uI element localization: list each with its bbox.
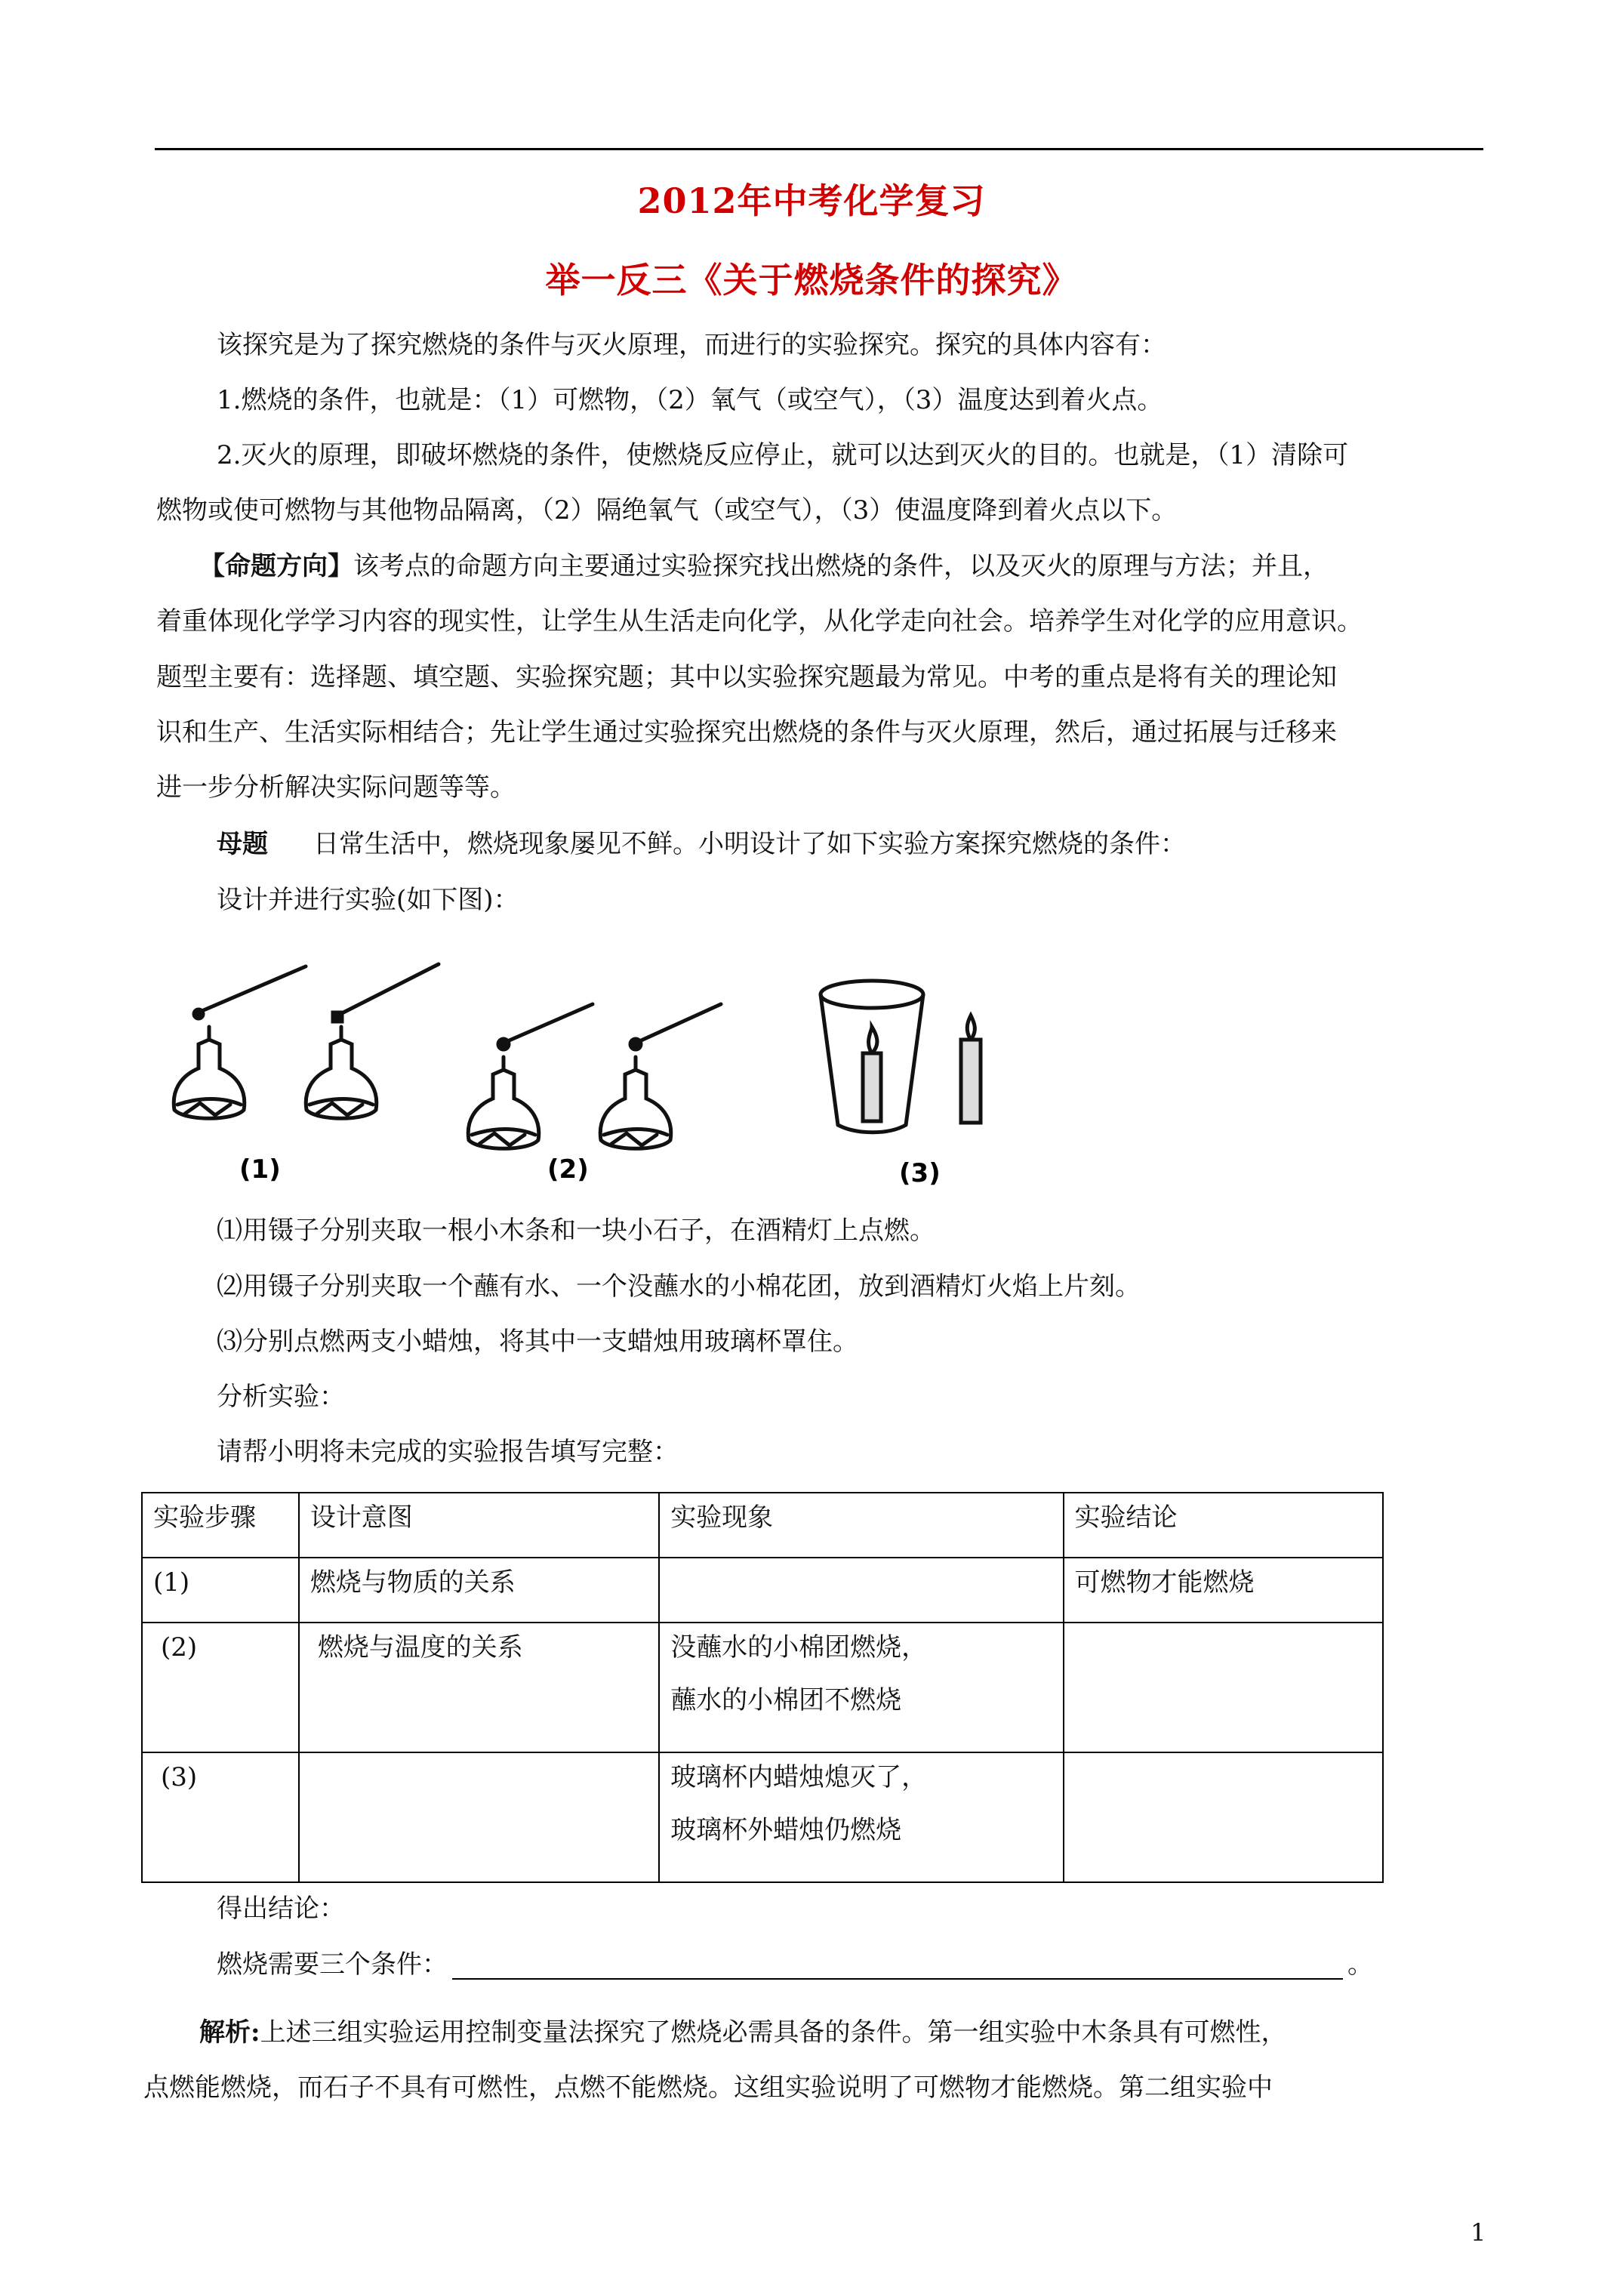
table-header: 实验现象 [659,1493,1063,1558]
table-row [142,1623,1383,1752]
table-header: 设计意图 [299,1493,659,1558]
figure-label-1: (1) [239,1154,281,1185]
direction-line-5: 进一步分析解决实际问题等等。 [156,772,516,803]
experiment-figure [155,955,1008,1193]
analysis-line-2: 点燃能燃烧，而石子不具有可燃性，点燃不能燃烧。这组实验说明了可燃物才能燃烧。第二组实验中 [143,2073,1273,2103]
tweezers-icon [506,1004,593,1042]
table-cell-line: 蘸水的小棉团不燃烧 [670,1685,902,1715]
problem-label: 母题 [217,829,268,859]
direction-line-2: 着重体现化学学习内容的现实性，让学生从生活走向化学，从化学走向社会。培养学生对化学的应用意识。 [156,606,1363,636]
table-cell: (1) [142,1558,299,1623]
analysis-text: 上述三组实验运用控制变量法探究了燃烧必需具备的条件。第一组实验中木条具有可燃性， [260,2017,1287,2048]
table-header: 实验步骤 [142,1493,299,1558]
table-cell: 燃烧与物质的关系 [299,1558,659,1623]
table-cell: 可燃物才能燃烧 [1064,1558,1383,1623]
intro-item-2b: 燃物或使可燃物与其他物品隔离，（2）隔绝氧气（或空气），（3）使温度降到着火点以下。 [156,495,1178,525]
table-cell [659,1752,1063,1882]
table-cell [659,1623,1063,1752]
document-subtitle: 举一反三《关于燃烧条件的探究》 [545,260,1078,300]
tweezers-icon [200,966,306,1012]
intro-item-2a: 2.灭火的原理，即破坏燃烧的条件，使燃烧反应停止，就可以达到灭火的目的。也就是，（1）清除可 [217,440,1349,470]
table-cell: (3) [142,1752,299,1882]
page-number: 1 [1471,2218,1486,2247]
step-2: ⑵用镊子分别夹取一个蘸有水、一个没蘸水的小棉花团，放到酒精灯火焰上片刻。 [217,1271,1141,1302]
table-row [142,1752,1383,1882]
alcohol-lamp-icon [468,1057,539,1148]
step-1: ⑴用镊子分别夹取一根小木条和一块小石子，在酒精灯上点燃。 [217,1216,935,1246]
step-3: ⑶分别点燃两支小蜡烛，将其中一支蜡烛用玻璃杯罩住。 [217,1327,858,1357]
conclusion-label: 得出结论： [217,1894,345,1924]
intro-line: 该探究是为了探究燃烧的条件与灭火原理，而进行的实验探究。探究的具体内容有： [217,330,1166,360]
figure-label-2: (2) [547,1154,589,1185]
table-cell: 燃烧与温度的关系 [299,1623,659,1752]
table-cell [659,1558,1063,1623]
direction-line-1 [199,551,1329,581]
direction-text: 该考点的命题方向主要通过实验探究找出燃烧的条件，以及灭火的原理与方法；并且， [353,551,1329,581]
direction-line-3: 题型主要有：选择题、填空题、实验探究题；其中以实验探究题最为常见。中考的重点是将有关的理论知 [156,662,1337,692]
ask-line: 请帮小明将未完成的实验报告填写完整： [217,1437,679,1467]
table-cell-line: 玻璃杯外蜡烛仍燃烧 [670,1815,902,1845]
alcohol-lamp-icon [174,1027,245,1118]
table-header-row [142,1493,1383,1558]
experiment-report-table [141,1492,1384,1883]
table-row [142,1558,1383,1623]
analyze-line: 分析实验： [217,1382,345,1412]
analysis-line-1 [199,2017,1287,2048]
problem-text: 日常生活中，燃烧现象屡见不鲜。小明设计了如下实验方案探究燃烧的条件： [313,829,1186,859]
conclusion-prompt: 燃烧需要三个条件： [217,1949,448,1980]
intro-item-1: 1.燃烧的条件，也就是：（1）可燃物，（2）氧气（或空气），（3）温度达到着火点。 [217,385,1163,415]
problem-line [217,829,1186,859]
conclusion-line [217,1949,1373,1980]
table-cell-line: 玻璃杯内蜡烛熄灭了， [670,1762,928,1792]
document-title: 2012年中考化学复习 [637,180,986,221]
direction-label: 【命题方向】 [199,551,353,581]
analysis-label: 解析: [199,2017,260,2048]
figure-label-3: (3) [899,1158,941,1188]
table-cell: (2) [142,1623,299,1752]
candle-icon [961,1015,981,1123]
tweezers-icon [337,964,439,1015]
table-cell-line: 没蘸水的小棉团燃烧， [670,1632,928,1663]
table-cell [1064,1623,1383,1752]
tweezers-icon [638,1004,721,1042]
answer-blank[interactable] [452,1952,1343,1980]
conclusion-end: 。 [1347,1949,1373,1980]
alcohol-lamp-icon [306,1027,377,1118]
alcohol-lamp-icon [600,1057,671,1148]
table-cell [299,1752,659,1882]
glass-cup-icon [821,981,923,1133]
direction-line-4: 识和生产、生活实际相结合；先让学生通过实验探究出燃烧的条件与灭火原理，然后，通过拓展与迁移来 [156,717,1337,747]
table-header: 实验结论 [1064,1493,1383,1558]
table-cell [1064,1752,1383,1882]
design-line: 设计并进行实验(如下图)： [217,885,519,915]
header-rule [155,148,1483,150]
